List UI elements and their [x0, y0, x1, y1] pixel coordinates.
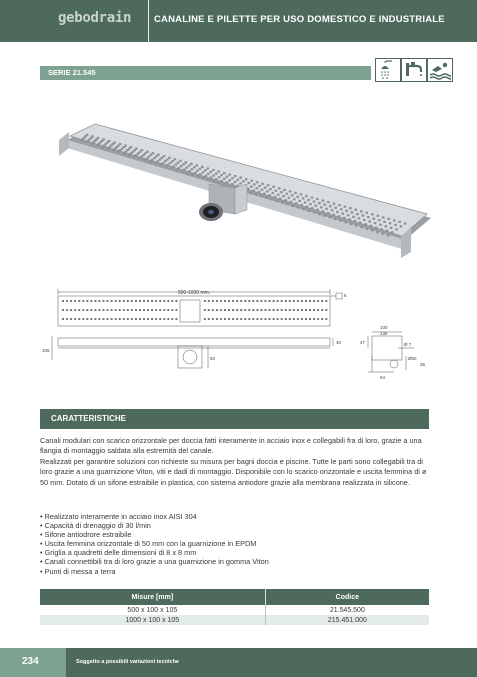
footer-note: Soggetto a possibili variazioni tecniche [76, 659, 179, 665]
feature-item: • Sifone antiodrore estraibile [40, 530, 269, 539]
description-paragraph: Canali modulari con scarico orizzontale per doccia fatti interamente in acciaio inox e collegabili fra di loro, grazie a una flangia di montaggio saldata alla estremità del canale. [40, 436, 422, 456]
table-cell: 1000 x 100 x 105 [40, 615, 265, 625]
shower-icon [375, 58, 401, 82]
dim-8-label: 8 [344, 293, 347, 298]
dim-64-label: 64 [380, 375, 386, 380]
dim-d50-label: Ø50 [408, 356, 417, 361]
feature-item: • Capacità di drenaggio di 30 l/min [40, 521, 269, 530]
dim-136-label: 136 [380, 331, 388, 336]
faucet-icon [401, 58, 427, 82]
spec-table [40, 589, 429, 625]
page-title: CANALINE E PILETTE PER USO DOMESTICO E INDUSTRIALE [154, 14, 445, 25]
dim-47-label: 47 [360, 340, 366, 345]
dim-d7-label: Ø 7 [404, 342, 412, 347]
swimmer-icon [427, 58, 453, 82]
dim-50-label: 50 [210, 356, 216, 361]
feature-item: • Punti di messa a terra [40, 567, 269, 576]
description-paragraph: Realizzati per garantire soluzioni con richieste su misura per bagni doccia e piscine. Tutte le parti sono collegabili tra di loro grazie a una guarnizione Viton, viti e dadi di montaggio. Disponibile con lo scarico orizzontale e uscita femmina di ø 50 mm. Dotato di un sifone estraibile in plastica, con sistema antiodore grazie alla membrana realizzata in silicone. [40, 456, 427, 487]
feature-item: • Realizzato interamente in acciaio inox AISI 304 [40, 512, 269, 521]
brand-name-part-a: gebo [58, 10, 91, 26]
technical-drawing [38, 286, 438, 386]
dim-100-label: 100 [380, 325, 388, 330]
dim-30-label: 30 [336, 340, 342, 345]
dim-105-label: 105 [42, 348, 50, 353]
feature-item: • Canali connettibili tra di loro grazie a una guarnizione in gomma Viton [40, 557, 269, 566]
table-cell: 500 x 100 x 105 [40, 605, 265, 615]
feature-item: • Griglia a quadretti delle dimensioni di 8 x 8 mm [40, 548, 269, 557]
section-header [40, 409, 429, 429]
column-header-size: Misure [mm] [40, 589, 265, 605]
dim-35-label: 35 [420, 362, 426, 367]
table-cell: 21.545.500 [329, 606, 365, 614]
section-title: CARATTERISTICHE [51, 414, 126, 423]
brand-logo [0, 0, 149, 42]
description [40, 436, 435, 488]
brand-name-part-b: drain [90, 10, 132, 26]
feature-item: • Uscita femmina orizzontale di 50 mm con la guarnizione in EPDM [40, 539, 269, 548]
page-number: 234 [22, 656, 39, 667]
table-header-row [40, 589, 429, 605]
footer-bar [0, 648, 477, 677]
table-row [40, 615, 429, 625]
table-cell: 215.451.000 [265, 615, 429, 625]
product-image [55, 118, 435, 258]
dim-length-label: 500-1000 mm. [177, 290, 211, 296]
column-header-code: Codice [265, 589, 429, 605]
feature-list [40, 512, 269, 576]
table-row [40, 605, 429, 615]
series-label: SERIE 21.545 [48, 68, 96, 77]
series-bar [40, 66, 371, 80]
page-number-box [0, 648, 66, 677]
